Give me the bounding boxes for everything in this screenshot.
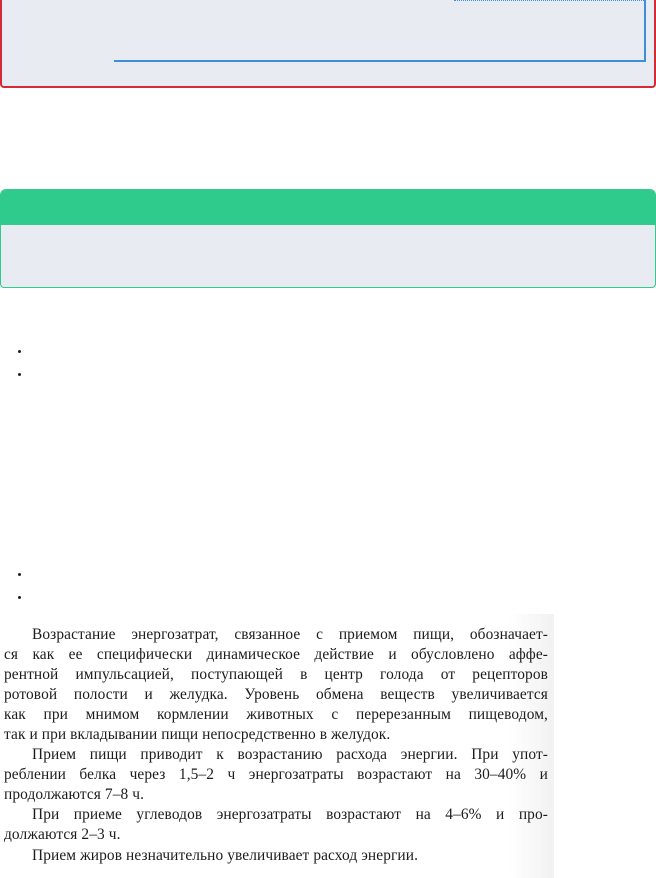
blue-line-right xyxy=(644,0,646,62)
bullet-dot xyxy=(18,573,21,576)
paragraph-protein xyxy=(4,745,548,805)
bullet-dot xyxy=(18,373,21,376)
text-line: рентной импульсацией, поступающей в центр голода от рецепторов xyxy=(4,666,548,684)
red-callout-box xyxy=(0,0,656,88)
text-line: Прием пищи приводит к возрастанию расхода энергии. При упот- xyxy=(32,746,548,763)
blue-line-bottom xyxy=(114,60,646,62)
green-callout-header xyxy=(1,190,655,225)
text-line: как при мнимом кормлении животных с перерезанным пищеводом, xyxy=(4,706,548,724)
bullet-dot xyxy=(18,596,21,599)
scanned-text-block xyxy=(0,614,554,878)
text-line: реблении белка через 1,5–2 ч энергозатраты возрастают на 30–40% и xyxy=(4,766,548,784)
text-line: При приеме углеводов энергозатраты возрастают на 4–6% и про- xyxy=(32,806,548,823)
paragraph-energy-increase xyxy=(4,625,548,746)
paragraph-carbohydrates xyxy=(4,805,548,845)
text-line: так и при вкладывании пищи непосредственно в желудок. xyxy=(4,726,391,744)
text-line: Прием жиров незначительно увеличивает расход энергии. xyxy=(32,847,419,864)
text-line: ротовой полости и желудка. Уровень обмена веществ увеличивается xyxy=(4,686,548,704)
text-line: ся как ее специфически динамическое действие и обусловлено аффе- xyxy=(4,646,548,664)
bullet-dot xyxy=(18,350,21,353)
text-line: продолжаются 7–8 ч. xyxy=(4,786,145,804)
dotted-divider xyxy=(454,0,644,1)
text-line: Возрастание энергозатрат, связанное с приемом пищи, обозначает- xyxy=(32,626,548,643)
green-callout-box xyxy=(0,189,656,288)
text-line: должаются 2–3 ч. xyxy=(4,826,121,844)
paragraph-fats xyxy=(4,846,548,866)
